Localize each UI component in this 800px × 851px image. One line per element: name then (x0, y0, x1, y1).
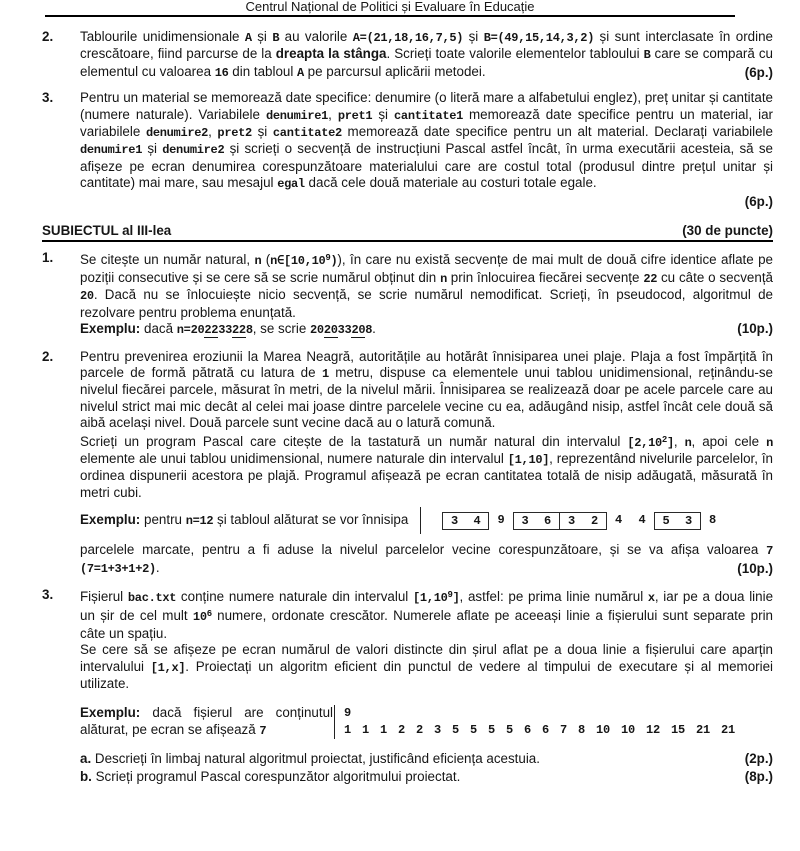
question-text: Pentru un material se memorează date specifice: denumire (o literă mare a alfabetului englez), preț unitar și cantitate (numere naturale). Variabilele denumire1, pret1 și cantitate1 memorează date specifice pentru un material, iar variabilele denumire2, pret2 și cantitate2 memorează date specifice pentru un alt material. Declarați variabilele denumire1 și denumire2 și scrieți o secvență de instrucțiuni Pascal astfel încât, în urma executării acesteia, să se afișeze pe ecran denumirea corespunzătoare materialului care are costul total (produsul dintre prețul unitar și cantitate) mai mare, sau mesajul egal dacă cele două materiale au costuri totale egale. (80, 90, 773, 192)
file-example (80, 705, 773, 739)
divider-bar (334, 705, 335, 739)
question-body (80, 250, 773, 338)
question-s3-2 (42, 349, 773, 577)
page-header (45, 1, 735, 17)
answer-line-b (80, 769, 773, 785)
question-text: Se citește un număr natural, n (n∈[10,10$^9$)), în care nu există secvențe de mai mult de două cifre identice aflate pe poziții consecutive și se cere să se scrie numărul obținut din n prin înlocuirea fiecărei secvențe 22 cu câte o secvență 20. Dacă nu se înlocuiește nicio secvență, se scrie numărul nemodificat. Scrieți, în pseudocod, algoritmul de rezolvare pentru problema enunțată. (80, 252, 773, 320)
section-heading (42, 223, 773, 242)
question-body (80, 349, 773, 577)
example-text: Exemplu: dacă n=202233228, se scrie 202033208. (80, 321, 376, 338)
parcel-cell: 6 (536, 512, 560, 530)
file-line-1: 9 (344, 706, 352, 721)
points-badge: (6p.) (744, 64, 773, 80)
question-number: 3. (42, 90, 54, 106)
parcel-cell: 3 (560, 512, 584, 530)
question-text-1: Pentru prevenirea eroziunii la Marea Neagră, autoritățile au hotărât înnisiparea unei plaje. Plaja a fost împărțită în parcele de formă pătrată cu latura de 1 metru, dispuse ca elementele unui tablou unidimensional, reținându-se nivelul fiecărei parcele, măsurat în metri, de la nivelul mării. Înnisiparea se realizează doar pe acele parcele care au nivelul strict mai mic decât al celei mai joase dintre parcelele vecine cu ea, adăugând nisip, astfel încât cele două să aibă același nivel. Două parcele sunt vecine dacă au o latură comună. (80, 348, 773, 431)
points-badge: (2p.) (744, 751, 773, 767)
question-3 (42, 90, 773, 210)
answer-b-text: b. Scrieți programul Pascal corespunzător algoritmului proiectat. (80, 768, 461, 784)
question-text: Tablourile unidimensionale A și B au valorile A=(21,18,16,7,5) și B=(49,15,14,3,2) și sunt interclasate în ordine crescătoare, fiind parcurse de la dreapta la stânga. Scrieți toate valorile elementelor tabloului B care se compară cu elementul cu valoarea 16 din tabloul A pe parcursul aplicării metodei. (80, 29, 773, 80)
question-number: 2. (42, 348, 54, 364)
question-2 (42, 29, 773, 81)
question-s3-3 (42, 587, 773, 785)
question-s3-1 (42, 250, 773, 338)
file-content (344, 705, 735, 739)
question-text-1: Fișierul bac.txt conține numere naturale din intervalul [1,10$^9$], astfel: pe prima linie numărul x, iar pe a doua linie un șir de cel mult $10^6$ numere, ordonate crescător. Numerele aflate pe aceeași linie a fișierului sunt separate prin câte un spațiu. (80, 589, 774, 641)
parcel-cell: 3 (513, 512, 537, 530)
header-title: Centrul Național de Politici și Evaluare în Educație (245, 0, 535, 14)
parcel-cell: 2 (583, 512, 607, 530)
file-line-2: 1 1 1 2 2 3 5 5 5 5 6 6 7 8 10 10 12 15 21 21 (344, 723, 736, 738)
question-text-3: parcelele marcate, pentru a fi aduse la nivelul parcelelor vecine corespunzătoare, și se va afișa valoarea 7 (7=1+3+1+2). (80, 542, 773, 576)
points-badge: (10p.) (737, 321, 773, 337)
question-text-2: Se cere să se afișeze pe ecran numărul de valori distincte din șirul aflat pe a doua linie a fișierului care aparțin intervalului [1,x]. Proiectați un algoritm eficient din punctul de vedere al timpului de executare și al memoriei utilizate. (80, 642, 773, 692)
parcel-cell: 5 (654, 512, 678, 530)
section-points: (30 de puncte) (682, 223, 773, 239)
example-line (80, 321, 773, 338)
points-badge: (10p.) (737, 560, 773, 576)
question-number: 2. (42, 29, 54, 44)
question-number: 3. (42, 587, 54, 602)
question-body (80, 587, 773, 785)
example-text: Exemplu: dacă fișierul are conținutul alăturat, pe ecran se afișează 7 (80, 705, 333, 738)
question-body (80, 29, 773, 81)
question-number: 1. (42, 250, 54, 266)
parcel-table (442, 512, 724, 530)
question-text-2: Scrieți un program Pascal care citește de la tastatură un număr natural din intervalul [2,10$^2$], n, apoi cele n elemente ale unui tablou unidimensional, numere naturale din intervalul [1,10], reprezentând nivelurile parcelelor, în ordinea dispunerii acestora pe plajă. Programul afișează pe ecran cantitatea totală de nisip adăugată, măsurată în metri cubi. (80, 433, 773, 500)
parcel-cell: 4 (638, 512, 646, 527)
parcel-cell: 9 (497, 512, 505, 527)
section-title: SUBIECTUL al III-lea (42, 223, 172, 239)
answer-line-a (80, 751, 773, 767)
question-body (80, 90, 773, 210)
points-badge: (6p.) (744, 193, 773, 209)
parcel-cell: 4 (614, 512, 623, 527)
parcel-cell: 8 (708, 512, 717, 527)
parcel-cell: 3 (677, 512, 701, 530)
divider-bar (420, 507, 421, 534)
parcel-cell: 4 (466, 512, 490, 530)
answer-a-text: a. Descrieți în limbaj natural algoritmul proiectat, justificând eficiența acestuia. (80, 751, 540, 767)
parcel-cell: 3 (442, 512, 466, 530)
example-row (80, 507, 773, 534)
points-badge: (8p.) (744, 768, 773, 784)
example-text: Exemplu: pentru n=12 și tabloul alăturat se vor înnisipa (80, 511, 409, 528)
